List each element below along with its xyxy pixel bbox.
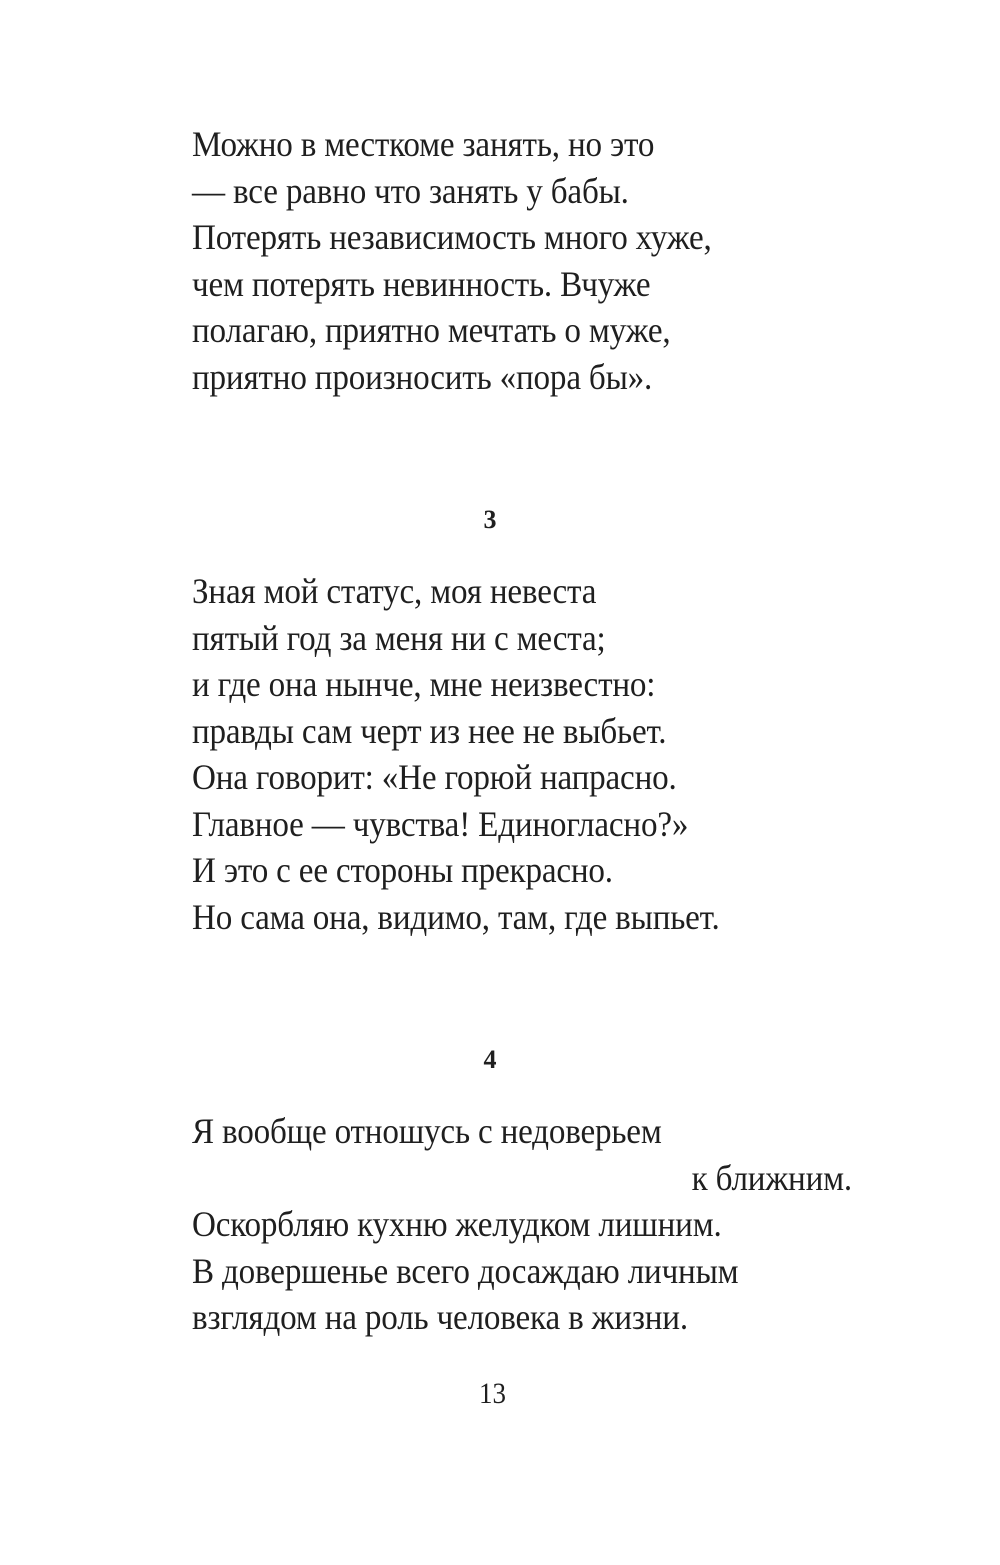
verse-line: Но сама она, видимо, там, где выпьет. <box>192 896 720 937</box>
verse-line: Можно в месткоме занять, но это <box>192 124 655 164</box>
verse-line: чем потерять невинность. Вчуже <box>192 263 651 304</box>
verse-line-continuation: к ближним. <box>691 1157 852 1198</box>
verse-line: Она говорит: «Не горюй напрасно. <box>192 757 677 797</box>
verse-line: взглядом на роль человека в жизни. <box>192 1297 688 1337</box>
verse-line: Потерять независимость много хуже, <box>192 217 712 257</box>
verse-line: правды сам черт из нее не выбьет. <box>192 710 667 751</box>
verse-line: приятно произносить «пора бы». <box>192 356 653 397</box>
verse-line: Зная мой статус, моя невеста <box>192 571 597 611</box>
verse-line: — все равно что занять у бабы. <box>192 170 629 211</box>
verse-line: Я вообще отношусь с недоверьем <box>192 1111 662 1151</box>
stanza-4 <box>192 1108 892 1341</box>
verse-line: полагаю, приятно мечтать о муже, <box>192 310 671 350</box>
stanza-3 <box>192 568 892 940</box>
verse-line: Оскорбляю кухню желудком лишним. <box>192 1204 722 1244</box>
verse-line: И это с ее стороны прекрасно. <box>192 850 613 890</box>
page-number: 13 <box>479 1377 506 1410</box>
verse-line: В довершенье всего досаждаю личным <box>192 1250 739 1291</box>
stanza-2-continued <box>192 121 892 400</box>
section-number-4: 4 <box>483 1045 497 1074</box>
verse-line: пятый год за меня ни с места; <box>192 617 606 658</box>
section-number-3: 3 <box>483 505 497 534</box>
verse-line: и где она нынче, мне неизвестно: <box>192 664 656 704</box>
verse-line: Главное — чувства! Единогласно?» <box>192 803 689 844</box>
